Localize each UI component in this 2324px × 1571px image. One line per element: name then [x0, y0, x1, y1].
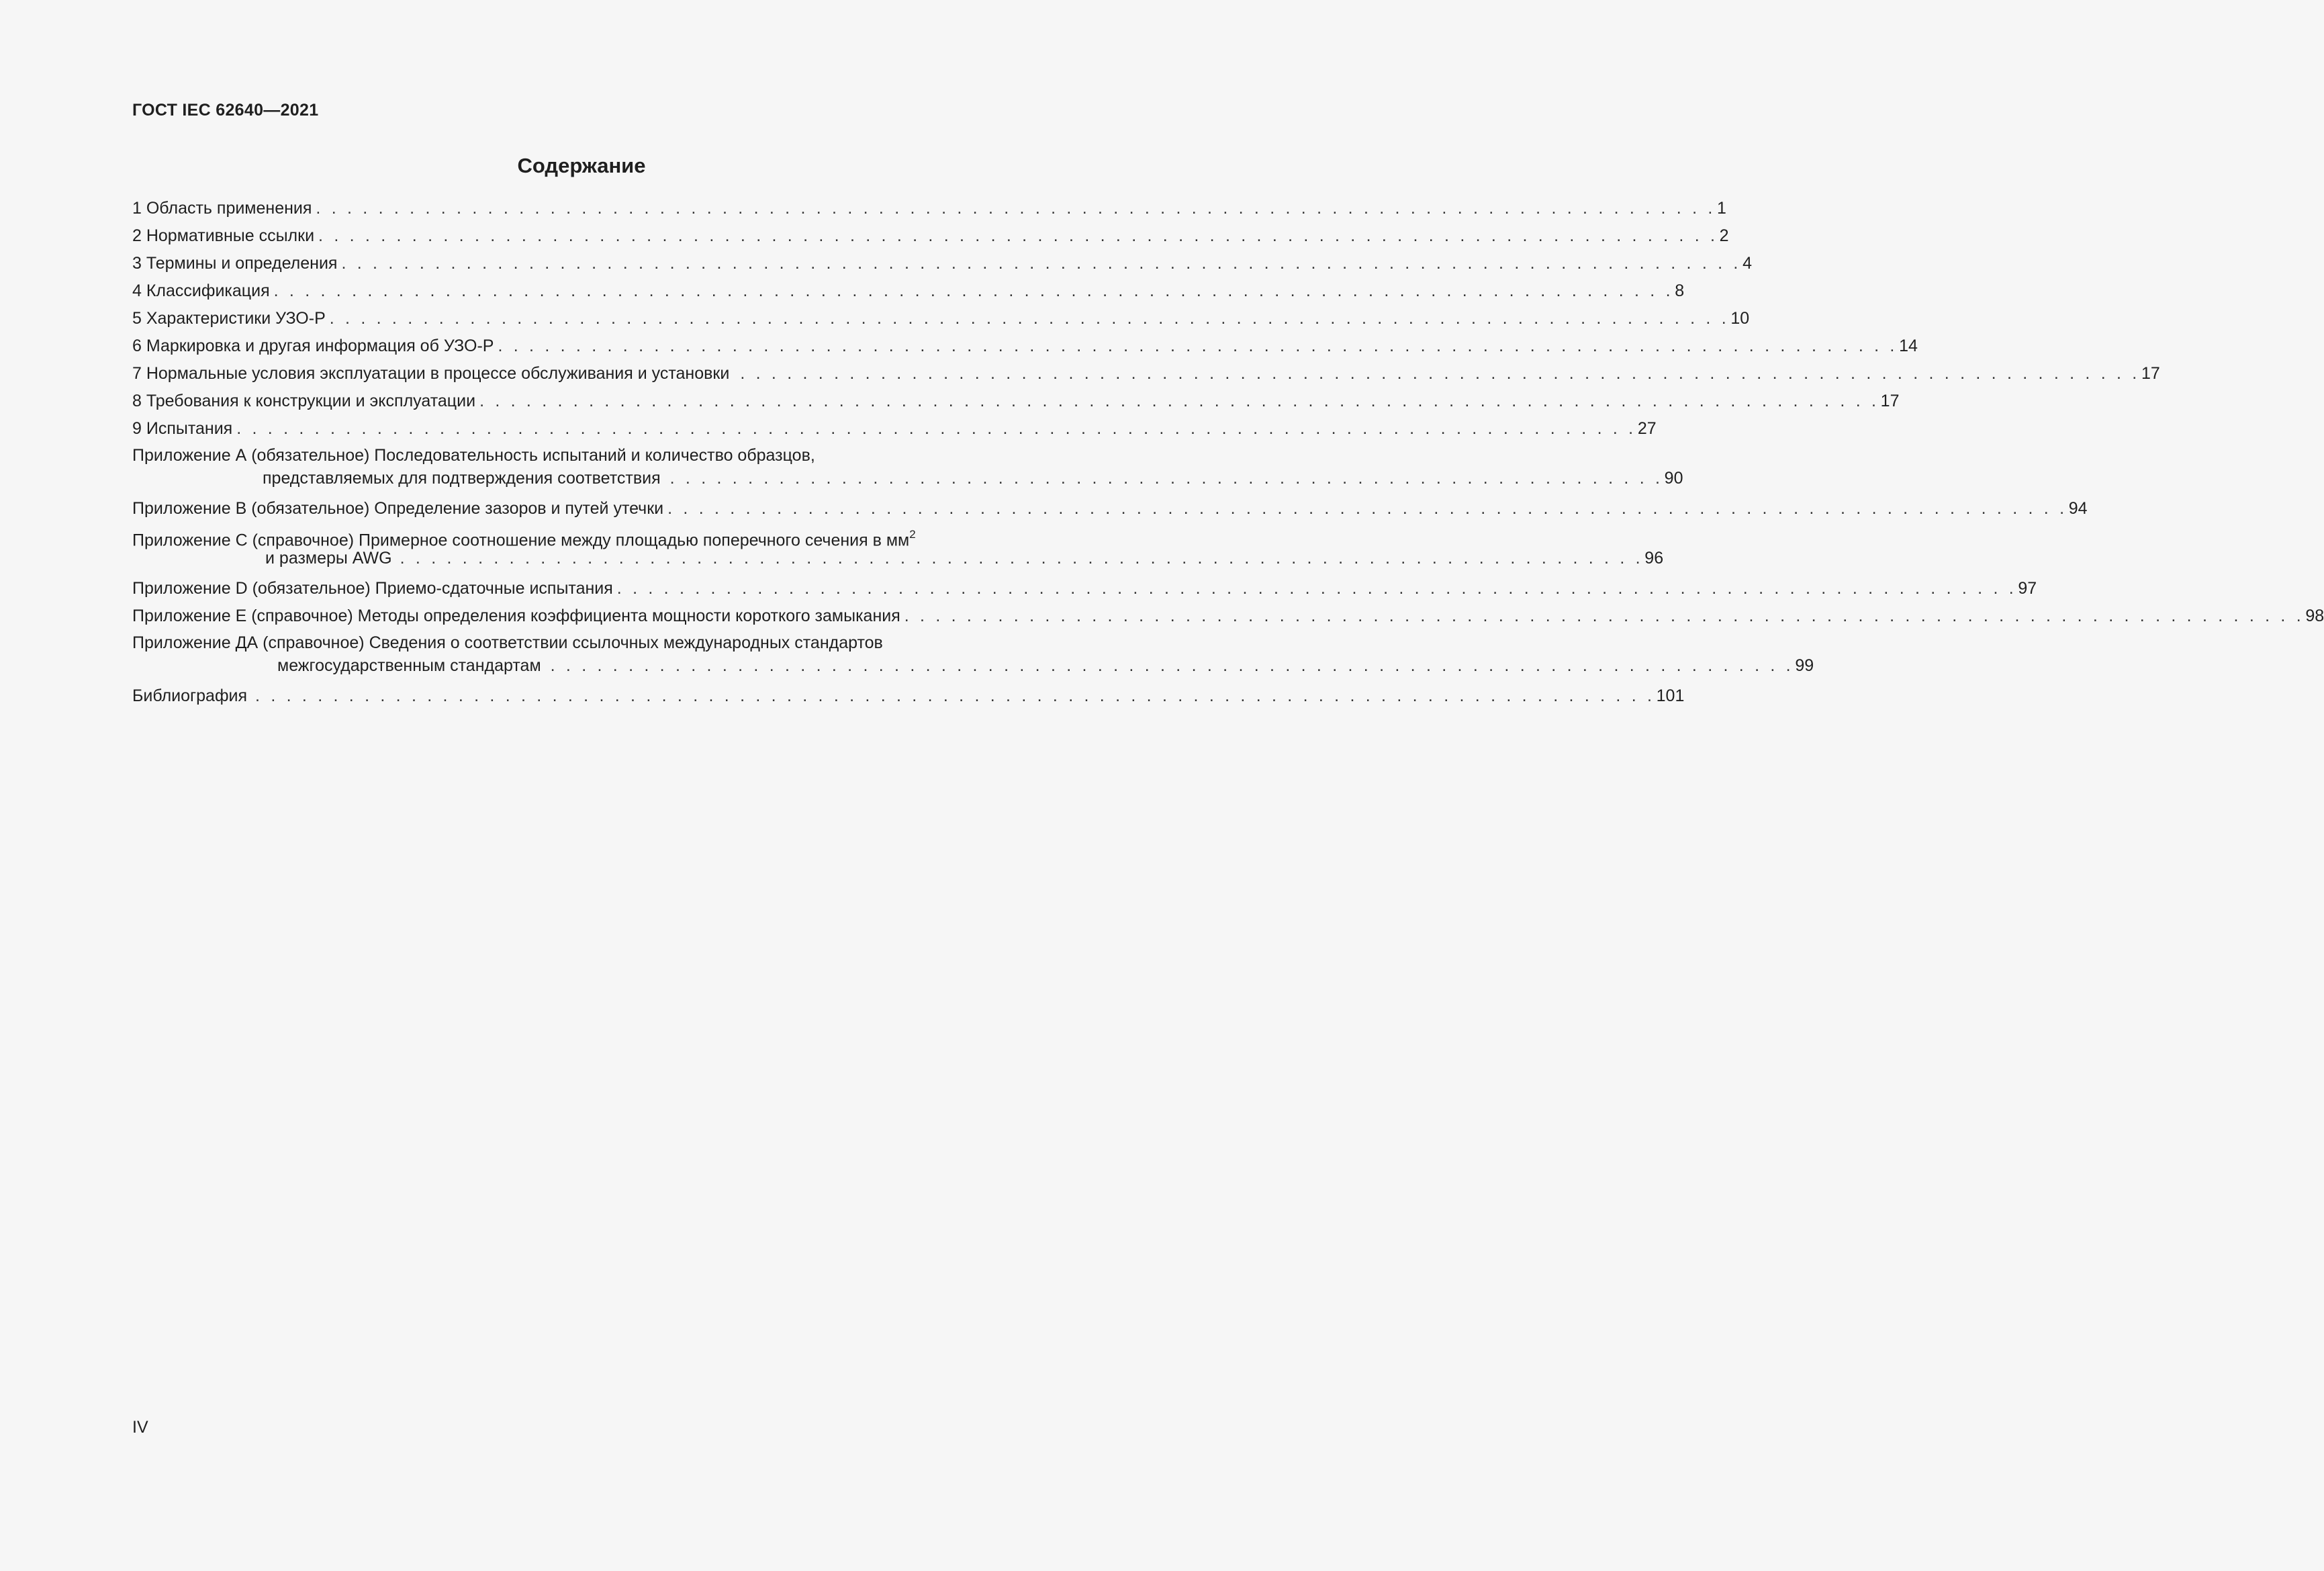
toc-leader-dots: . . . . . . . . . . . . . . . . . . . . . . . . . . . . . . . . . . . . . . . . . . . . . . . . . . . . . . . . . . . . . . . . . . . . . . . . . . . . . . . . . . . . . . . . . .	[479, 392, 1879, 410]
toc-entry-title: 2 Нормативные ссылки	[132, 226, 315, 245]
toc-entry-page: 17	[1880, 392, 1900, 410]
toc-leader-dots: . . . . . . . . . . . . . . . . . . . . . . . . . . . . . . . . . . . . . . . . . . . . . . . . . . . . . . . . . . . . . . . . . . . . . . . . . . . . . . . . . . . . . . . . . .	[341, 254, 1742, 273]
toc-entry-page: 90	[1664, 469, 1683, 488]
toc-entry-title: 8 Требования к конструкции и эксплуатации	[132, 392, 476, 410]
toc-entry-title: 9 Испытания	[132, 419, 233, 438]
toc-entry[interactable]	[132, 277, 1685, 305]
toc-entry[interactable]	[132, 525, 1664, 570]
toc-entry-title: 6 Маркировка и другая информация об УЗО-Р	[132, 336, 494, 355]
toc-entry[interactable]	[132, 632, 1814, 677]
toc-leader-dots: . . . . . . . . . . . . . . . . . . . . . . . . . . . . . . . . . . . . . . . . . . . . . . . . . . . . . . . . . . . . . . . . . . . . . . . . . . . . . . . .	[550, 656, 1794, 675]
toc-leader-dots: . . . . . . . . . . . . . . . . . . . . . . . . . . . . . . . . . . . . . . . . . . . . . . . . . . . . . . . . . . . . . . . . . . . . . . . . . . . . . . . . . . . . . . . . . .	[904, 607, 2305, 625]
toc-entry-title: 4 Классификация	[132, 281, 270, 300]
toc-entry-page: 4	[1742, 254, 1752, 273]
toc-leader-dots: . . . . . . . . . . . . . . . . . . . . . . . . . . . . . . . . . . . . . . . . . . . . . . . . . . . . . . . . . . . . . . . . . . . . . . . . . . . . . . . . . . . . . . . . . .	[255, 686, 1655, 705]
toc-entry-page: 2	[1719, 226, 1729, 245]
toc-entry[interactable]	[132, 332, 1918, 360]
toc-leader-dots: . . . . . . . . . . . . . . . . . . . . . . . . . . . . . . . . . . . . . . . . . . . . . . . . . . . . . . . . . . . . . . . . . . . . . . . . . . . . . . . . . . . . . . . . . .	[498, 336, 1898, 355]
toc-entry-title: 1 Область применения	[132, 199, 312, 218]
toc-entry-page: 98	[2305, 607, 2324, 625]
toc-entry-page: 97	[2018, 579, 2037, 598]
toc-entry[interactable]	[132, 360, 2160, 388]
toc-entry[interactable]	[132, 195, 1726, 222]
toc-entry[interactable]	[132, 388, 1900, 415]
toc-entry-title: 5 Характеристики УЗО-Р	[132, 309, 326, 328]
toc-entry[interactable]	[132, 222, 1729, 250]
toc-entry-title-line2: межгосударственным стандартам	[277, 656, 541, 675]
toc-leader-dots: . . . . . . . . . . . . . . . . . . . . . . . . . . . . . . . . . . . . . . . . . . . . . . . . . . . . . . . . . . . . . . . . . . . . . . . . . . . . . . . . . . . . . . . . . .	[667, 499, 2067, 518]
toc-leader-dots: . . . . . . . . . . . . . . . . . . . . . . . . . . . . . . . . . . . . . . . . . . . . . . . . . . . . . . . . . . . . . . . . . . . . . . . . . . . . . . . . . . . . . . . . . .	[740, 364, 2140, 383]
toc-entry-page: 14	[1899, 336, 1918, 355]
toc-leader-dots: . . . . . . . . . . . . . . . . . . . . . . . . . . . . . . . . . . . . . . . . . . . . . . . . . . . . . . . . . . . . . . . . . . . . . . . . . . . . . . . . . . . . . . . . . .	[329, 309, 1730, 328]
toc-entry-title-line1: Приложение А (обязательное) Последовательность испытаний и количество образцов,	[132, 446, 815, 465]
toc-leader-dots: . . . . . . . . . . . . . . . . . . . . . . . . . . . . . . . . . . . . . . . . . . . . . . . . . . . . . . . . . . . . . . . . . . . . . . . . . . . . . . . .	[400, 549, 1644, 568]
page-number: IV	[132, 1418, 148, 1437]
toc-entry-page: 96	[1644, 549, 1664, 568]
toc-entry-title: Библиография	[132, 686, 248, 705]
table-of-contents	[132, 195, 2324, 710]
toc-entry[interactable]	[132, 602, 2324, 630]
toc-leader-dots: . . . . . . . . . . . . . . . . . . . . . . . . . . . . . . . . . . . . . . . . . . . . . . . . . . . . . . . . . . . . . . . . . . . . . . . . . . . . . . . . . . . . . . . . . .	[318, 226, 1718, 245]
toc-entry-title-line2: и размеры AWG	[265, 549, 392, 568]
toc-entry-title-line1	[132, 525, 1031, 550]
toc-entry-page: 27	[1637, 419, 1657, 438]
toc-entry-page: 8	[1675, 281, 1685, 300]
toc-entry[interactable]	[132, 250, 1752, 277]
toc-entry-title: Приложение D (обязательное) Приемо-сдаточные испытания	[132, 579, 613, 598]
toc-entry[interactable]	[132, 682, 1685, 710]
toc-title: Содержание	[517, 154, 646, 177]
toc-entry-title: 7 Нормальные условия эксплуатации в процессе обслуживания и установки	[132, 364, 730, 383]
toc-entry[interactable]	[132, 575, 2037, 602]
toc-entry[interactable]	[132, 415, 1657, 443]
toc-entry-title-line2: представляемых для подтверждения соответствия	[263, 469, 661, 488]
document-id: ГОСТ IEC 62640—2021	[132, 101, 319, 120]
toc-entry[interactable]	[132, 305, 1750, 332]
toc-leader-dots: . . . . . . . . . . . . . . . . . . . . . . . . . . . . . . . . . . . . . . . . . . . . . . . . . . . . . . . . . . . . . . . . . . . . . . . . . . . . . . . . . . . . . . . . . .	[273, 281, 1674, 300]
toc-entry-page: 10	[1730, 309, 1750, 328]
superscript-2: 2	[909, 528, 916, 541]
toc-leader-dots: . . . . . . . . . . . . . . . . . . . . . . . . . . . . . . . . . . . . . . . . . . . . . . . . . . . . . . . . . . . . . . . .	[669, 469, 1663, 488]
toc-entry[interactable]	[132, 495, 2088, 523]
toc-entry-title-line1: Приложение ДА (справочное) Сведения о соответствии ссылочных международных стандартов	[132, 633, 883, 652]
toc-leader-dots: . . . . . . . . . . . . . . . . . . . . . . . . . . . . . . . . . . . . . . . . . . . . . . . . . . . . . . . . . . . . . . . . . . . . . . . . . . . . . . . . . . . . . . . . . .	[616, 579, 2017, 598]
toc-entry-page: 1	[1717, 199, 1726, 218]
toc-leader-dots: . . . . . . . . . . . . . . . . . . . . . . . . . . . . . . . . . . . . . . . . . . . . . . . . . . . . . . . . . . . . . . . . . . . . . . . . . . . . . . . . . . . . . . . . . .	[236, 419, 1636, 438]
toc-entry-page: 101	[1656, 686, 1685, 705]
toc-entry-title-text: Приложение С (справочное) Примерное соотношение между площадью поперечного сечения в мм	[132, 531, 910, 550]
toc-entry-page: 99	[1795, 656, 1814, 675]
toc-entry-title: 3 Термины и определения	[132, 254, 338, 273]
toc-entry-page: 94	[2068, 499, 2088, 518]
toc-entry-title: Приложение В (обязательное) Определение зазоров и путей утечки	[132, 499, 664, 518]
toc-entry-page: 17	[2141, 364, 2160, 383]
toc-entry-title: Приложение Е (справочное) Методы определения коэффициента мощности короткого замыкания	[132, 607, 900, 625]
toc-leader-dots: . . . . . . . . . . . . . . . . . . . . . . . . . . . . . . . . . . . . . . . . . . . . . . . . . . . . . . . . . . . . . . . . . . . . . . . . . . . . . . . . . . . . . . . . . .	[316, 199, 1716, 218]
toc-entry[interactable]	[132, 445, 1683, 490]
